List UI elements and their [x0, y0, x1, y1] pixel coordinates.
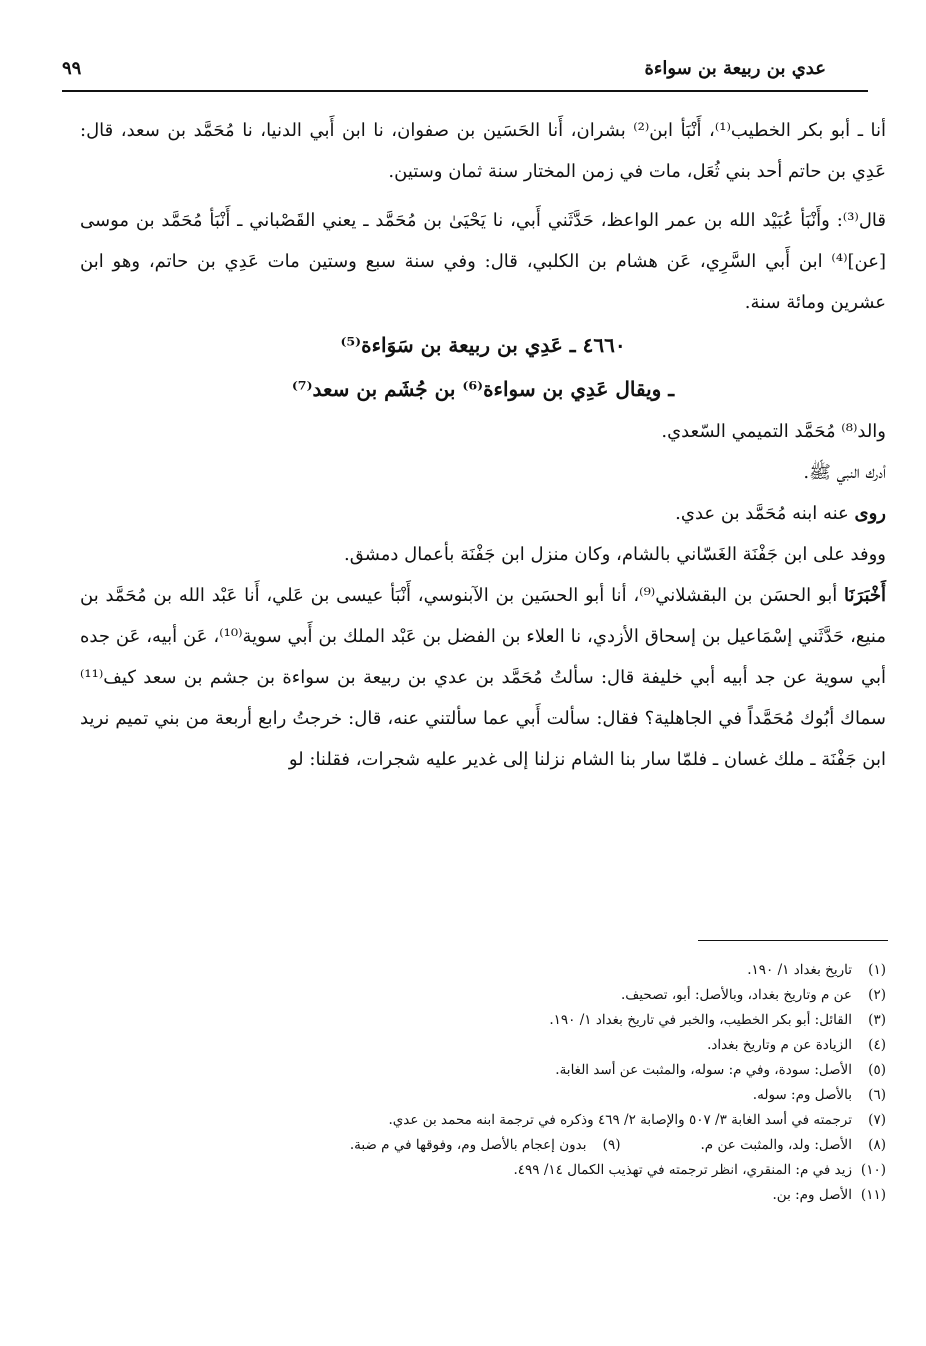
footnote-number: (٢) — [868, 987, 886, 1003]
footnote-text: تاريخ بغداد ١/ ١٩٠. — [747, 962, 852, 978]
footnote — [80, 1133, 886, 1158]
paragraph-4: أدرك النبي ﷺ. — [803, 462, 886, 483]
footnote-text: بالأصل وم: سوله. — [752, 1087, 852, 1103]
footnote-rule — [698, 940, 888, 941]
footnote — [80, 958, 886, 983]
footnote-text: القائل: أبو بكر الخطيب، والخبر في تاريخ بغداد ١/ ١٩٠. — [549, 1012, 852, 1028]
footnote-number: (٣) — [868, 1012, 886, 1028]
footnote — [80, 983, 886, 1008]
paragraph-6: ووفد على ابن جَفْنَة الغَسّاني بالشام، وكان منزل ابن جَفْنَة بأعمال دمشق. — [343, 544, 886, 565]
footnote — [80, 1083, 886, 1108]
footnote-text: الأصل: سودة، وفي م: سوله، والمثبت عن أسد الغابة. — [555, 1062, 852, 1078]
footnote-text: بدون إعجام بالأصل وم، وفوقها في م ضبة. — [349, 1137, 587, 1153]
footnote-text: الزيادة عن م وتاريخ بغداد. — [707, 1037, 852, 1053]
footnote-text: زيد في م: المنقري، انظر ترجمته في تهذيب الكمال ١٤/ ٤٩٩. — [513, 1162, 852, 1178]
page-number: ٩٩ — [62, 58, 82, 79]
running-title: عدي بن ربيعة بن سواءة — [644, 58, 826, 79]
paragraph-3: والد⁽⁸⁾ مُحَمَّد التميمي السّعدي. — [661, 421, 886, 442]
footnote-number: (٧) — [868, 1112, 886, 1128]
footnote-number: (٨) — [868, 1137, 886, 1153]
footnote-number: (١٠) — [860, 1162, 886, 1178]
footnote — [80, 1183, 886, 1208]
footnote-text: الأصل وم: بن. — [772, 1187, 852, 1203]
footnote — [80, 1058, 886, 1083]
footnote — [80, 1033, 886, 1058]
footnote-number: (١) — [868, 962, 886, 978]
rawa-keyword: روى — [854, 503, 886, 524]
paragraph-5-text: عنه ابنه مُحَمَّد بن عدي. — [675, 503, 855, 524]
paragraph-1: أنا ـ أبو بكر الخطيب⁽¹⁾، أَنْبَأ ابن⁽²⁾ بشران، أَنا الحَسَين بن صفوان، نا ابن أَبي الدنيا، نا مُحَمَّد بن سعد، قال: عَدِي بن حاتم أحد بني ثُعَل، مات في زمن المختار سنة ثمان وستين. — [80, 120, 886, 182]
paragraph-5 — [80, 493, 886, 534]
footnote-text: ترجمته في أسد الغابة ٣/ ٥٠٧ والإصابة ٢/ ٤٦٩ وذكره في ترجمة ابنه محمد بن عدي. — [388, 1112, 852, 1128]
footnote-text: عن م وتاريخ بغداد، وبالأصل: أبو، تصحيف. — [621, 987, 852, 1003]
footnote-number: (٦) — [868, 1087, 886, 1103]
entry-subheading: ـ ويقال عَدِي بن سواءة⁽⁶⁾ بن جُشَم بن سعد⁽⁷⁾ — [291, 377, 675, 401]
main-text — [80, 110, 886, 780]
footnote-inline — [350, 1133, 621, 1158]
footnote-number: (٥) — [868, 1062, 886, 1078]
footnote-text: الأصل: ولد، والمثبت عن م. — [700, 1137, 852, 1153]
footnotes — [80, 958, 886, 1208]
paragraph-7-text: أبو الحسَن بن البقشلاني⁽⁹⁾، أنا أبو الحسَين بن الآبنوسي، أَنْبَأ عيسى بن عَلي، أَنا عَبْد الله بن مُحَمَّد بن منيع، حَدَّثَني إسْمَاعيل بن إسحاق الأزدي، نا العلاء بن الفضل بن عَبْد الملك بن أَبي سوية⁽¹⁰⁾، عَن أبيه، عَن جده أبي سوية عن جد أبيه أبي خليفة قال: سألتُ مُحَمَّد بن عدي بن ربيعة بن سواءة بن جشم بن سعد كيف⁽¹¹⁾ سماك أبُوك مُحَمَّداً في الجاهلية؟ فقال: سألت أَبي عما سألتني عنه، قال: خرجتُ رابع أربعة من بني تميم نريد ابن جَفْنَة ـ ملك غسان ـ فلمّا سار بنا الشام نزلنا إلى غدير عليه شجرات، فقلنا: لو — [80, 585, 886, 770]
footnote-number: (٩) — [602, 1137, 621, 1153]
header-rule — [62, 90, 868, 92]
footnote — [80, 1108, 886, 1133]
footnote-number: (١١) — [860, 1187, 886, 1203]
akhbarana-keyword: أَخْبَرَنَا — [844, 585, 887, 606]
footnote-number: (٤) — [868, 1037, 886, 1053]
footnote — [80, 1158, 886, 1183]
paragraph-7 — [80, 575, 886, 780]
footnote — [80, 1008, 886, 1033]
entry-heading: ٤٦٦٠ ـ عَدِي بن ربيعة بن سَوَاءة⁽⁵⁾ — [340, 333, 626, 357]
paragraph-2: قال⁽³⁾: وأَنْبَأ عُبَيْد الله بن عمر الواعظ، حَدَّثَني أَبي، نا يَحْيَىٰ بن مُحَمَّد ـ يعني القَصْباني ـ أَنْبَأ مُحَمَّد بن موسى [عن]⁽⁴⁾ ابن أَبي السَّرِي، عَن هشام بن الكلبي، قال: وفي سنة سبع وستين مات عَدِي بن حاتم، وهو ابن عشرين ومائة سنة. — [80, 210, 886, 313]
